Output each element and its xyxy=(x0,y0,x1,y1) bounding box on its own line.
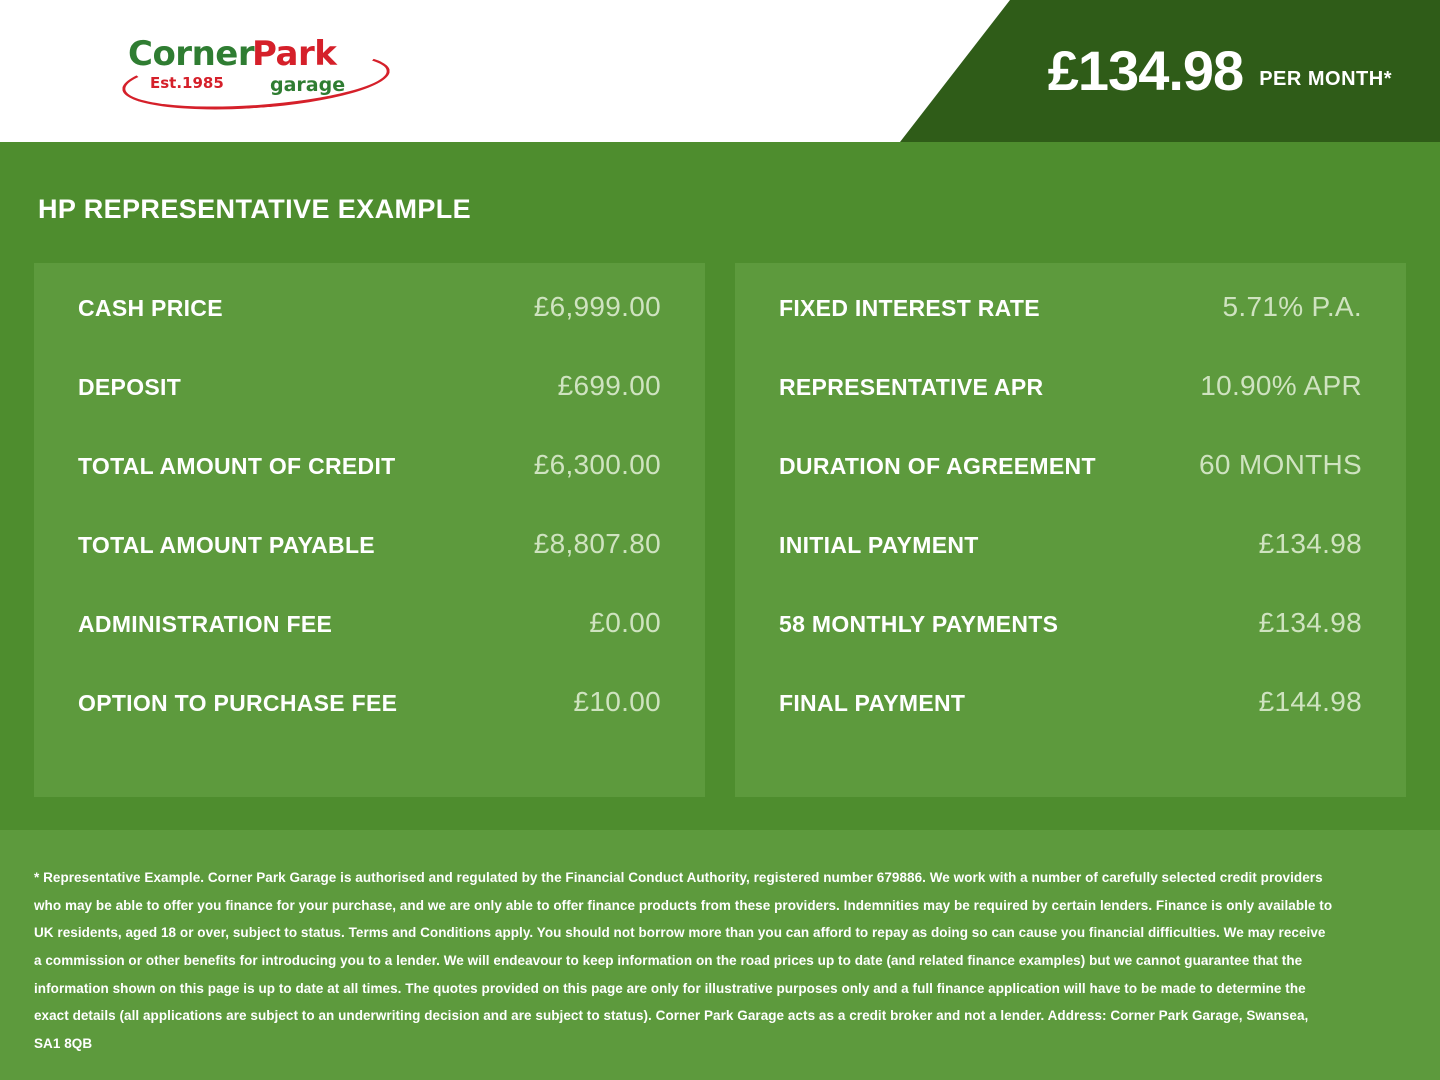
table-row xyxy=(779,528,1362,607)
row-label: DURATION OF AGREEMENT xyxy=(779,453,1096,479)
table-row xyxy=(779,449,1362,528)
page-header xyxy=(0,0,1440,142)
row-label: REPRESENTATIVE APR xyxy=(779,374,1044,400)
row-label: 58 MONTHLY PAYMENTS xyxy=(779,611,1059,637)
row-label: TOTAL AMOUNT OF CREDIT xyxy=(78,453,396,479)
row-label: INITIAL PAYMENT xyxy=(779,532,979,558)
row-label: FINAL PAYMENT xyxy=(779,690,966,716)
row-label: ADMINISTRATION FEE xyxy=(78,611,333,637)
table-row xyxy=(78,686,661,765)
finance-panels xyxy=(34,263,1406,797)
row-value: £134.98 xyxy=(1258,528,1362,559)
monthly-price-block xyxy=(1048,0,1392,142)
row-label: OPTION TO PURCHASE FEE xyxy=(78,690,398,716)
logo-text-park: Park xyxy=(252,34,337,74)
main-content xyxy=(0,142,1440,797)
row-value: £6,999.00 xyxy=(533,291,661,322)
row-value: 10.90% APR xyxy=(1200,370,1362,401)
table-row xyxy=(78,607,661,686)
page-title: HP REPRESENTATIVE EXAMPLE xyxy=(38,194,472,224)
row-value: £10.00 xyxy=(573,686,661,717)
row-label: TOTAL AMOUNT PAYABLE xyxy=(78,532,375,558)
table-row xyxy=(78,370,661,449)
finance-panel-left xyxy=(34,263,705,797)
table-row xyxy=(779,686,1362,765)
row-value: £144.98 xyxy=(1258,686,1362,717)
corner-park-garage-logo xyxy=(122,30,402,112)
row-value: 60 MONTHS xyxy=(1199,449,1362,480)
row-value: 5.71% P.A. xyxy=(1222,291,1362,322)
table-row xyxy=(779,370,1362,449)
row-label: CASH PRICE xyxy=(78,295,223,321)
logo-text-corner: Corner xyxy=(128,34,255,74)
disclaimer-footer xyxy=(0,830,1440,1080)
table-row xyxy=(779,291,1362,370)
table-row xyxy=(78,291,661,370)
row-value: £699.00 xyxy=(557,370,661,401)
table-row xyxy=(779,607,1362,686)
row-value: £0.00 xyxy=(589,607,661,638)
table-row xyxy=(78,528,661,607)
finance-panel-right xyxy=(735,263,1406,797)
logo-text-garage: garage xyxy=(270,74,346,96)
monthly-price-amount: £134.98 xyxy=(1047,39,1244,102)
disclaimer-text: * Representative Example. Corner Park Garage is authorised and regulated by the Financial Conduct Authority, registered number 679886. We work with a number of carefully selected credit providers who may be able to offer you finance for your purchase, and we are only able to offer finance products from these providers. Indemnities may be required by certain lenders. Finance is only available to UK residents, aged 18 or over, subject to status. Terms and Conditions apply. You should not borrow more than you can afford to repay as doing so can cause you financial difficulties. We may receive a commission or other benefits for introducing you to a lender. We will endeavour to keep information on the road prices up to date (and related finance examples) but we cannot guarantee that the information shown on this page is up to date at all times. The quotes provided on this page are only for illustrative purposes only and a full finance application will have to be made to determine the exact details (all applications are subject to an underwriting decision and are subject to status). Corner Park Garage acts as a credit broker and not a lender. Address: Corner Park Garage, Swansea, SA1 8QB xyxy=(34,870,1333,1052)
row-value: £134.98 xyxy=(1258,607,1362,638)
monthly-price-period: PER MONTH* xyxy=(1259,67,1392,90)
row-label: FIXED INTEREST RATE xyxy=(779,295,1040,321)
row-value: £6,300.00 xyxy=(533,449,661,480)
row-value: £8,807.80 xyxy=(533,528,661,559)
table-row xyxy=(78,449,661,528)
row-label: DEPOSIT xyxy=(78,374,182,400)
logo-text-established: Est.1985 xyxy=(150,74,224,92)
